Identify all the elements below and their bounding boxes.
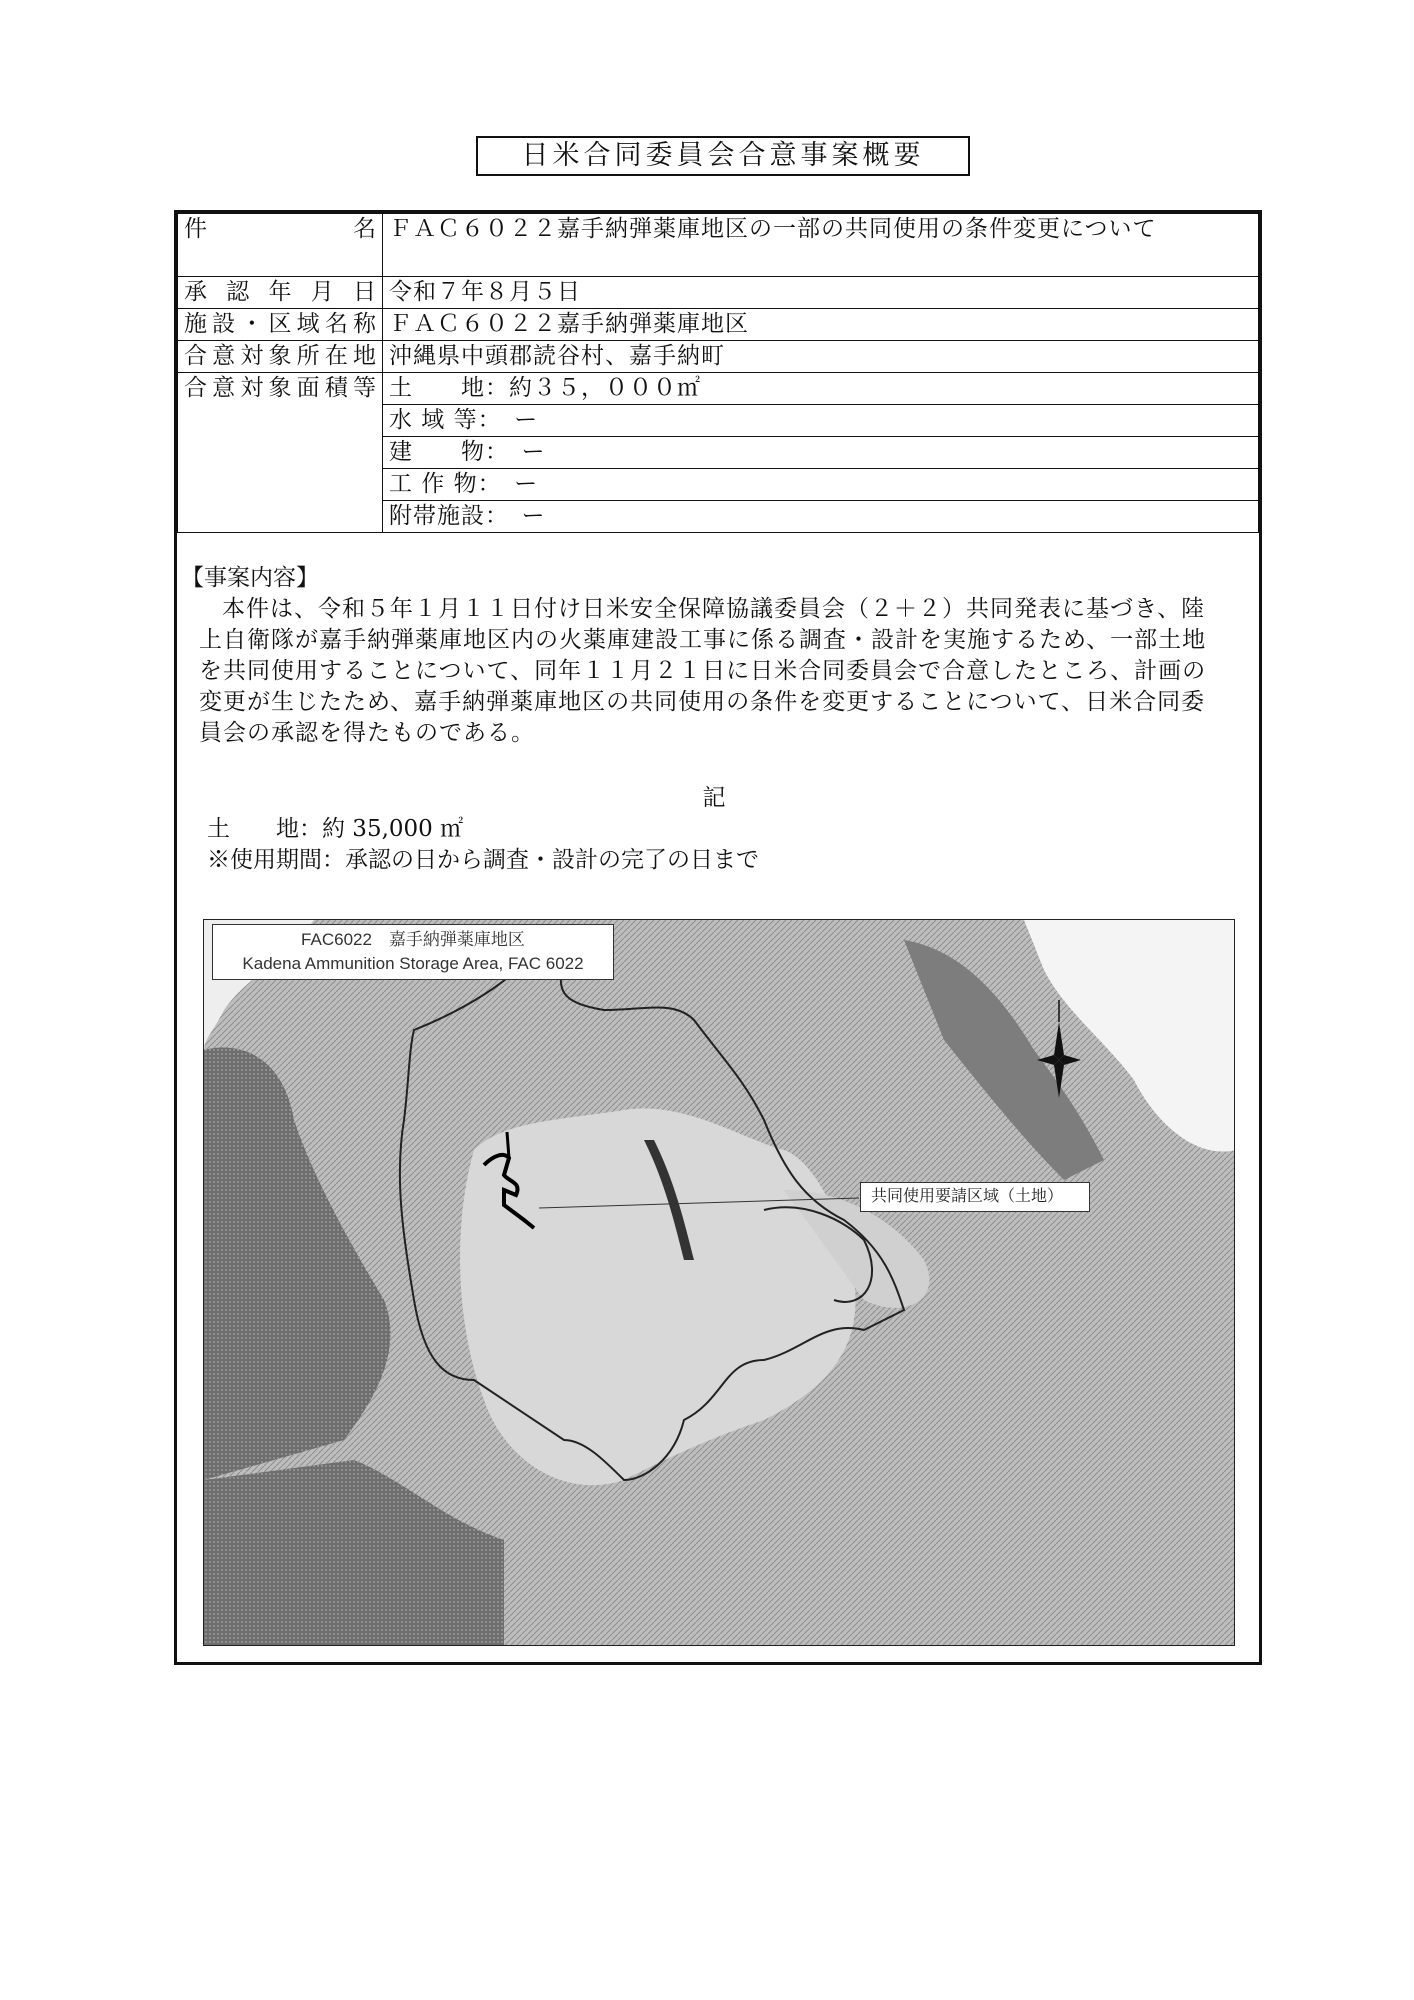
label-area: 合意対象面積等 xyxy=(178,373,383,533)
value-area-facility: 附帯施設： ー xyxy=(383,501,1259,533)
map-title-en: Kadena Ammunition Storage Area, FAC 6022 xyxy=(242,954,584,973)
table-row xyxy=(178,214,1259,277)
value-location: 沖縄県中頭郡読谷村、嘉手納町 xyxy=(383,341,1259,373)
ki-heading: 記 xyxy=(702,785,726,811)
document-title: 日米合同委員会合意事案概要 xyxy=(476,136,970,176)
usage-period-line: ※使用期間：承認の日から調査・設計の完了の日まで xyxy=(207,847,759,873)
value-facility-name: ＦＡＣ６０２２嘉手納弾薬庫地区 xyxy=(383,309,1259,341)
value-approval-date: 令和７年８月５日 xyxy=(383,277,1259,309)
case-content xyxy=(181,563,1229,876)
land-area-line: 土 地：約 35,000 ㎡ xyxy=(207,816,464,842)
content-heading: 【事案内容】 xyxy=(181,565,319,591)
label-approval-date: 承認年月日 xyxy=(178,277,383,309)
map-title-jp: FAC6022 嘉手納弾薬庫地区 xyxy=(301,930,525,949)
table-row xyxy=(178,341,1259,373)
value-subject: ＦＡＣ６０２２嘉手納弾薬庫地区の一部の共同使用の条件変更について xyxy=(383,214,1259,277)
label-facility-name: 施設・区域名称 xyxy=(178,309,383,341)
label-location: 合意対象所在地 xyxy=(178,341,383,373)
value-area-structure: 工 作 物： ー xyxy=(383,469,1259,501)
table-row xyxy=(178,277,1259,309)
request-area-callout: 共同使用要請区域（土地） xyxy=(860,1182,1090,1212)
label-subject: 件 名 xyxy=(178,214,383,277)
summary-frame xyxy=(174,210,1262,1665)
content-paragraph: 本件は、令和５年１月１１日付け日米安全保障協議委員会（２＋２）共同発表に基づき、陸上自衛隊が嘉手納弾薬庫地区内の火薬庫建設工事に係る調査・設計を実施するため、一部土地を共同使用することについて、同年１１月２１日に日米合同委員会で合意したところ、計画の変更が生じたため、嘉手納弾薬庫地区の共同使用の条件を変更することについて、日米合同委員会の承認を得たものである。 xyxy=(199,596,1207,746)
value-area-water: 水 域 等： ー xyxy=(383,405,1259,437)
table-row xyxy=(178,309,1259,341)
map-title-label xyxy=(212,924,614,980)
summary-table xyxy=(177,213,1259,533)
value-area-building: 建 物： ー xyxy=(383,437,1259,469)
location-map xyxy=(203,919,1235,1646)
value-area-land: 土 地：約３５，０００㎡ xyxy=(383,373,1259,405)
table-row xyxy=(178,373,1259,405)
map-image xyxy=(204,920,1235,1646)
